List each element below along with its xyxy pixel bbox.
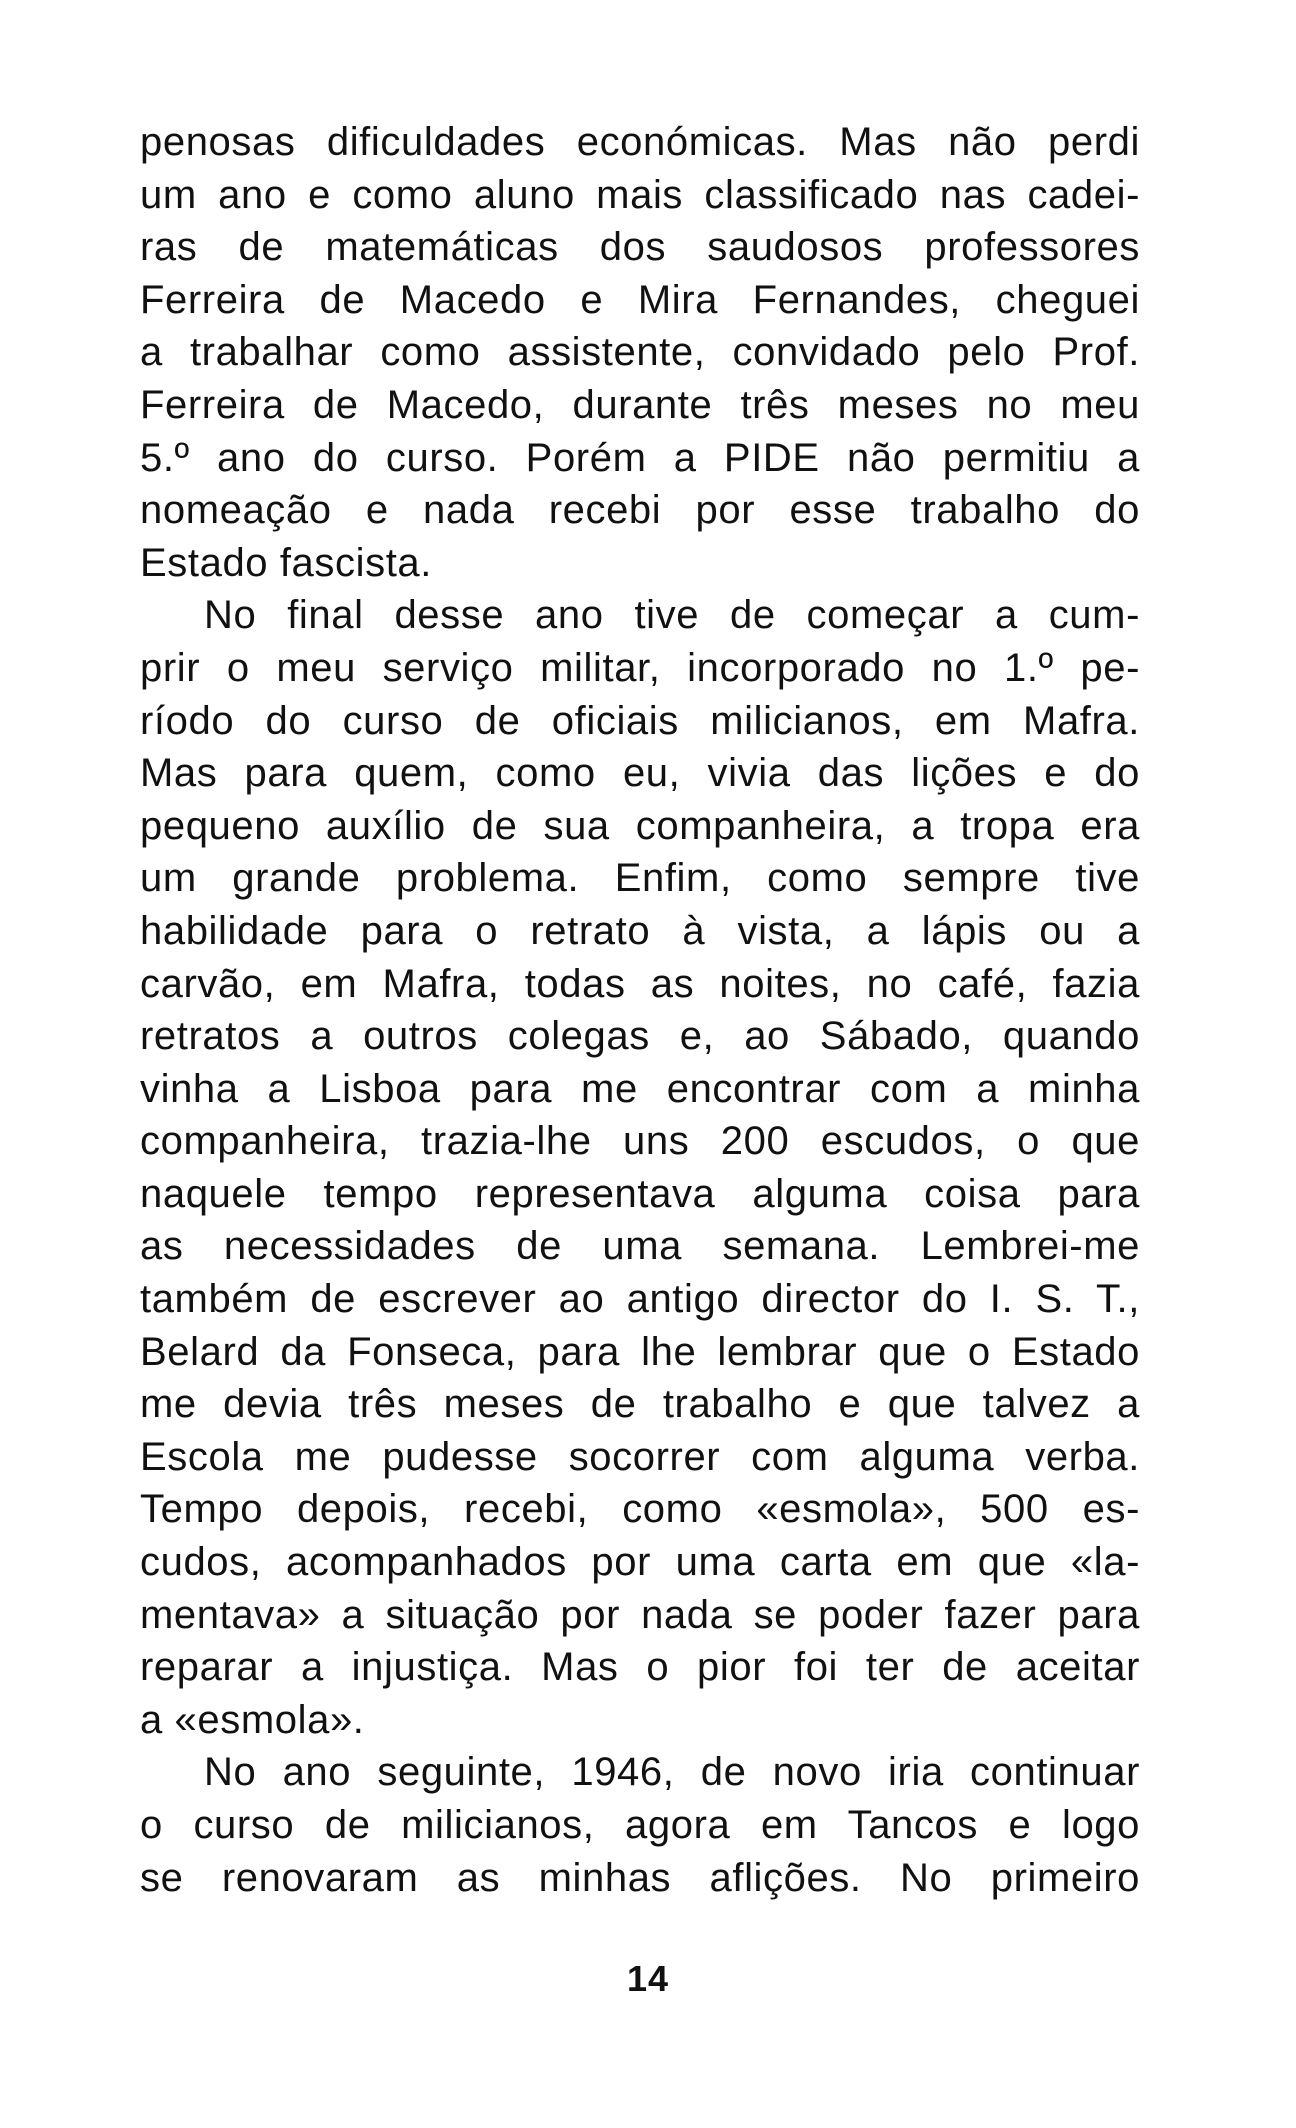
text-line: Escola me pudesse socorrer com alguma verba. <box>140 1434 1140 1479</box>
text-line: retratos a outros colegas e, ao Sábado, quando <box>140 1014 1140 1059</box>
text-line: cudos, acompanhados por uma carta em que «la- <box>140 1540 1140 1585</box>
page-number: 14 <box>626 1958 670 1999</box>
text-line: me devia três meses de trabalho e que talvez a <box>140 1382 1140 1427</box>
text-line: Tempo depois, recebi, como «esmola», 500 es- <box>140 1487 1140 1532</box>
text-line: pequeno auxílio de sua companheira, a tropa era <box>140 803 1140 848</box>
text-line: a «esmola». <box>140 1697 365 1742</box>
text-line: nomeação e nada recebi por esse trabalho do <box>140 488 1140 533</box>
text-line: vinha a Lisboa para me encontrar com a minha <box>140 1066 1140 1111</box>
text-line: companheira, trazia-lhe uns 200 escudos, o que <box>140 1119 1140 1164</box>
text-line: habilidade para o retrato à vista, a lápis ou a <box>140 908 1140 953</box>
text-line: ríodo do curso de oficiais milicianos, em Mafra. <box>140 698 1140 743</box>
text-line: 5.º ano do curso. Porém a PIDE não permitiu a <box>140 435 1140 480</box>
text-line: a trabalhar como assistente, convidado pelo Prof. <box>140 330 1140 375</box>
paragraph <box>140 589 1140 1746</box>
paragraph <box>140 116 1140 589</box>
text-line: Mas para quem, como eu, vivia das lições e do <box>140 751 1140 796</box>
text-line: reparar a injustiça. Mas o pior foi ter de aceitar <box>140 1645 1140 1690</box>
text-line: se renovaram as minhas aflições. No primeiro <box>140 1855 1140 1900</box>
text-line: o curso de milicianos, agora em Tancos e logo <box>140 1803 1140 1847</box>
text-line: penosas dificuldades económicas. Mas não perdi <box>140 120 1140 164</box>
text-line: um grande problema. Enfim, como sempre tive <box>140 856 1140 901</box>
text-line: Estado fascista. <box>140 540 432 585</box>
text-line: No ano seguinte, 1946, de novo iria continuar <box>204 1750 1140 1795</box>
text-line: as necessidades de uma semana. Lembrei-me <box>140 1224 1140 1269</box>
text-line: Ferreira de Macedo e Mira Fernandes, cheguei <box>140 277 1140 322</box>
text-line: prir o meu serviço militar, incorporado no 1.º pe- <box>140 645 1140 690</box>
text-line: um ano e como aluno mais classificado nas cadei- <box>140 172 1140 217</box>
text-line: também de escrever ao antigo director do I. S. T., <box>140 1277 1140 1322</box>
text-line: naquele tempo representava alguma coisa para <box>140 1171 1140 1216</box>
text-line: Ferreira de Macedo, durante três meses no meu <box>140 382 1140 427</box>
text-line: carvão, em Mafra, todas as noites, no café, fazia <box>140 961 1140 1006</box>
text-line: ras de matemáticas dos saudosos professores <box>140 225 1140 270</box>
text-line: Belard da Fonseca, para lhe lembrar que o Estado <box>140 1329 1140 1374</box>
text-line: mentava» a situação por nada se poder fazer para <box>140 1592 1140 1637</box>
paragraph <box>140 1746 1140 1904</box>
body-text <box>140 116 1140 1904</box>
text-line: No final desse ano tive de começar a cum- <box>204 593 1140 638</box>
